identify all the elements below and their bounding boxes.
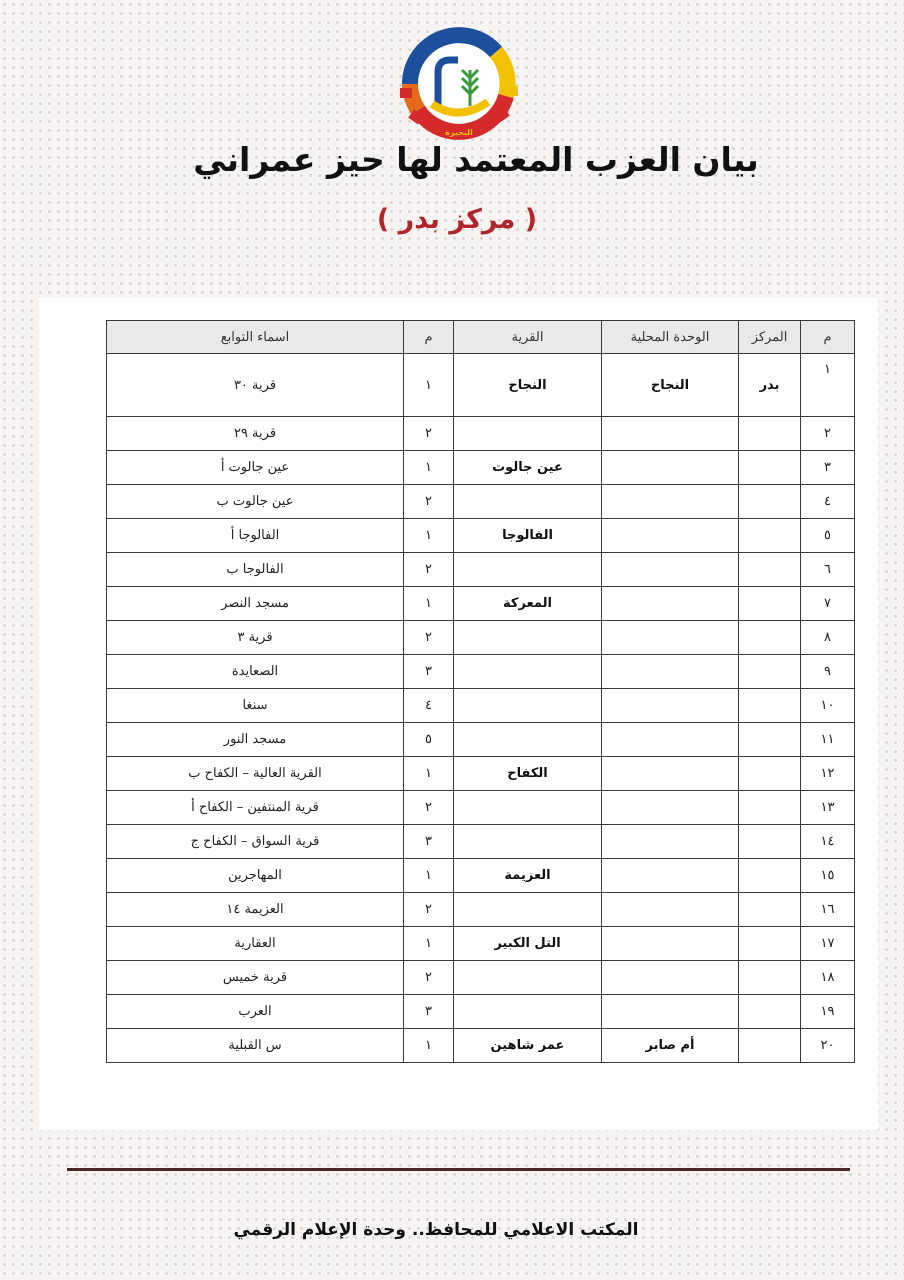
row-index-cell: ٣ [801, 451, 855, 485]
subsidiary-name-cell: العقارية [107, 927, 404, 961]
column-header-village: القرية [454, 321, 602, 354]
local-unit-cell [602, 893, 739, 927]
markaz-cell [739, 893, 801, 927]
local-unit-cell [602, 485, 739, 519]
subsidiary-name-cell: قرية ٣ [107, 621, 404, 655]
village-cell [454, 723, 602, 757]
subsidiary-name-cell: العرب [107, 995, 404, 1029]
row-index-cell: ٩ [801, 655, 855, 689]
table-row [107, 553, 855, 587]
page-subtitle: ( مركز بدر ) [376, 204, 538, 235]
local-unit-cell [602, 723, 739, 757]
sub-index-cell: ٢ [404, 485, 454, 519]
village-cell [454, 553, 602, 587]
row-index-cell: ٤ [801, 485, 855, 519]
table-row [107, 354, 855, 417]
footer-credit: المكتب الاعلامي للمحافظ.. وحدة الإعلام الرقمي [233, 1220, 639, 1240]
row-index-cell: ١ [801, 354, 855, 417]
markaz-cell [739, 587, 801, 621]
subsidiary-name-cell: قرية المنتفين – الكفاح أ [107, 791, 404, 825]
local-unit-cell [602, 519, 739, 553]
sub-index-cell: ٢ [404, 893, 454, 927]
row-index-cell: ١٦ [801, 893, 855, 927]
sub-index-cell: ٢ [404, 621, 454, 655]
table-header-row [107, 321, 855, 354]
column-header-markaz: المركز [739, 321, 801, 354]
sub-index-cell: ٥ [404, 723, 454, 757]
markaz-cell [739, 689, 801, 723]
local-unit-cell [602, 791, 739, 825]
local-unit-cell [602, 689, 739, 723]
sub-index-cell: ٣ [404, 655, 454, 689]
village-cell [454, 791, 602, 825]
row-index-cell: ٨ [801, 621, 855, 655]
local-unit-cell [602, 927, 739, 961]
local-unit-cell [602, 553, 739, 587]
column-header-index: م [801, 321, 855, 354]
subsidiary-name-cell: سنغا [107, 689, 404, 723]
subsidiary-name-cell: عين جالوت ب [107, 485, 404, 519]
local-unit-cell [602, 995, 739, 1029]
table-row [107, 893, 855, 927]
village-cell [454, 825, 602, 859]
page-title: بيان العزب المعتمد لها حيز عمراني [193, 140, 759, 179]
table-row [107, 1029, 855, 1063]
subsidiary-name-cell: قرية ٢٩ [107, 417, 404, 451]
markaz-cell [739, 621, 801, 655]
subsidiary-name-cell: الفالوجا أ [107, 519, 404, 553]
village-cell: عمر شاهين [454, 1029, 602, 1063]
markaz-cell [739, 859, 801, 893]
local-unit-cell [602, 451, 739, 485]
table-row [107, 417, 855, 451]
subsidiary-name-cell: قرية خميس [107, 961, 404, 995]
sub-index-cell: ٣ [404, 825, 454, 859]
village-cell: العزيمة [454, 859, 602, 893]
markaz-cell [739, 723, 801, 757]
row-index-cell: ١٧ [801, 927, 855, 961]
table-row [107, 995, 855, 1029]
sub-index-cell: ٢ [404, 961, 454, 995]
row-index-cell: ١٣ [801, 791, 855, 825]
markaz-cell [739, 791, 801, 825]
row-index-cell: ٢ [801, 417, 855, 451]
row-index-cell: ١٤ [801, 825, 855, 859]
village-cell [454, 485, 602, 519]
local-unit-cell [602, 417, 739, 451]
villages-table [106, 320, 855, 1063]
table-row [107, 689, 855, 723]
subsidiary-name-cell: عين جالوت أ [107, 451, 404, 485]
table-row [107, 723, 855, 757]
sub-index-cell: ٣ [404, 995, 454, 1029]
row-index-cell: ١١ [801, 723, 855, 757]
village-cell [454, 689, 602, 723]
sub-index-cell: ١ [404, 757, 454, 791]
village-cell [454, 655, 602, 689]
subsidiary-name-cell: العزيمة ١٤ [107, 893, 404, 927]
sub-index-cell: ٢ [404, 791, 454, 825]
village-cell: عين جالوت [454, 451, 602, 485]
sub-index-cell: ١ [404, 1029, 454, 1063]
table-row [107, 927, 855, 961]
subsidiary-name-cell: مسجد النصر [107, 587, 404, 621]
subsidiary-name-cell: الصعايدة [107, 655, 404, 689]
local-unit-cell: أم صابر [602, 1029, 739, 1063]
sub-index-cell: ١ [404, 354, 454, 417]
column-header-subsidiary-names: اسماء التوابع [107, 321, 404, 354]
subsidiary-name-cell: القرية العالية – الكفاح ب [107, 757, 404, 791]
sub-index-cell: ٢ [404, 553, 454, 587]
row-index-cell: ٢٠ [801, 1029, 855, 1063]
table-row [107, 621, 855, 655]
village-cell [454, 621, 602, 655]
markaz-cell [739, 995, 801, 1029]
subsidiary-name-cell: المهاجرين [107, 859, 404, 893]
subsidiary-name-cell: قرية ٣٠ [107, 354, 404, 417]
row-index-cell: ١٩ [801, 995, 855, 1029]
local-unit-cell: النجاح [602, 354, 739, 417]
local-unit-cell [602, 825, 739, 859]
markaz-cell [739, 961, 801, 995]
table-row [107, 655, 855, 689]
row-index-cell: ١٠ [801, 689, 855, 723]
sub-index-cell: ٢ [404, 417, 454, 451]
markaz-cell [739, 757, 801, 791]
table-row [107, 825, 855, 859]
row-index-cell: ١٢ [801, 757, 855, 791]
local-unit-cell [602, 859, 739, 893]
markaz-cell [739, 655, 801, 689]
sub-index-cell: ١ [404, 519, 454, 553]
village-cell: الفالوجا [454, 519, 602, 553]
governorate-logo [398, 26, 520, 144]
markaz-cell [739, 451, 801, 485]
sub-index-cell: ١ [404, 451, 454, 485]
markaz-cell [739, 825, 801, 859]
row-index-cell: ١٥ [801, 859, 855, 893]
village-cell [454, 961, 602, 995]
column-header-sub-index: م [404, 321, 454, 354]
sub-index-cell: ٤ [404, 689, 454, 723]
local-unit-cell [602, 757, 739, 791]
village-cell [454, 893, 602, 927]
local-unit-cell [602, 961, 739, 995]
markaz-cell [739, 927, 801, 961]
row-index-cell: ٧ [801, 587, 855, 621]
village-cell: التل الكبير [454, 927, 602, 961]
sub-index-cell: ١ [404, 927, 454, 961]
markaz-cell [739, 417, 801, 451]
village-cell: النجاح [454, 354, 602, 417]
logo-text: البحيرة [445, 128, 473, 137]
subsidiary-name-cell: الفالوجا ب [107, 553, 404, 587]
local-unit-cell [602, 655, 739, 689]
markaz-cell: بدر [739, 354, 801, 417]
table-row [107, 451, 855, 485]
village-cell [454, 417, 602, 451]
subsidiary-name-cell: س القبلية [107, 1029, 404, 1063]
table-row [107, 791, 855, 825]
footer-divider [67, 1168, 850, 1171]
column-header-local-unit: الوحدة المحلية [602, 321, 739, 354]
local-unit-cell [602, 587, 739, 621]
village-cell [454, 995, 602, 1029]
markaz-cell [739, 1029, 801, 1063]
village-cell: الكفاح [454, 757, 602, 791]
markaz-cell [739, 553, 801, 587]
row-index-cell: ٥ [801, 519, 855, 553]
local-unit-cell [602, 621, 739, 655]
markaz-cell [739, 519, 801, 553]
table-row [107, 587, 855, 621]
sub-index-cell: ١ [404, 859, 454, 893]
markaz-cell [739, 485, 801, 519]
row-index-cell: ٦ [801, 553, 855, 587]
table-row [107, 519, 855, 553]
subsidiary-name-cell: مسجد النور [107, 723, 404, 757]
table-row [107, 485, 855, 519]
village-cell: المعركة [454, 587, 602, 621]
table-row [107, 961, 855, 995]
subsidiary-name-cell: قرية السواق – الكفاح ج [107, 825, 404, 859]
table-row [107, 859, 855, 893]
sub-index-cell: ١ [404, 587, 454, 621]
row-index-cell: ١٨ [801, 961, 855, 995]
table-row [107, 757, 855, 791]
